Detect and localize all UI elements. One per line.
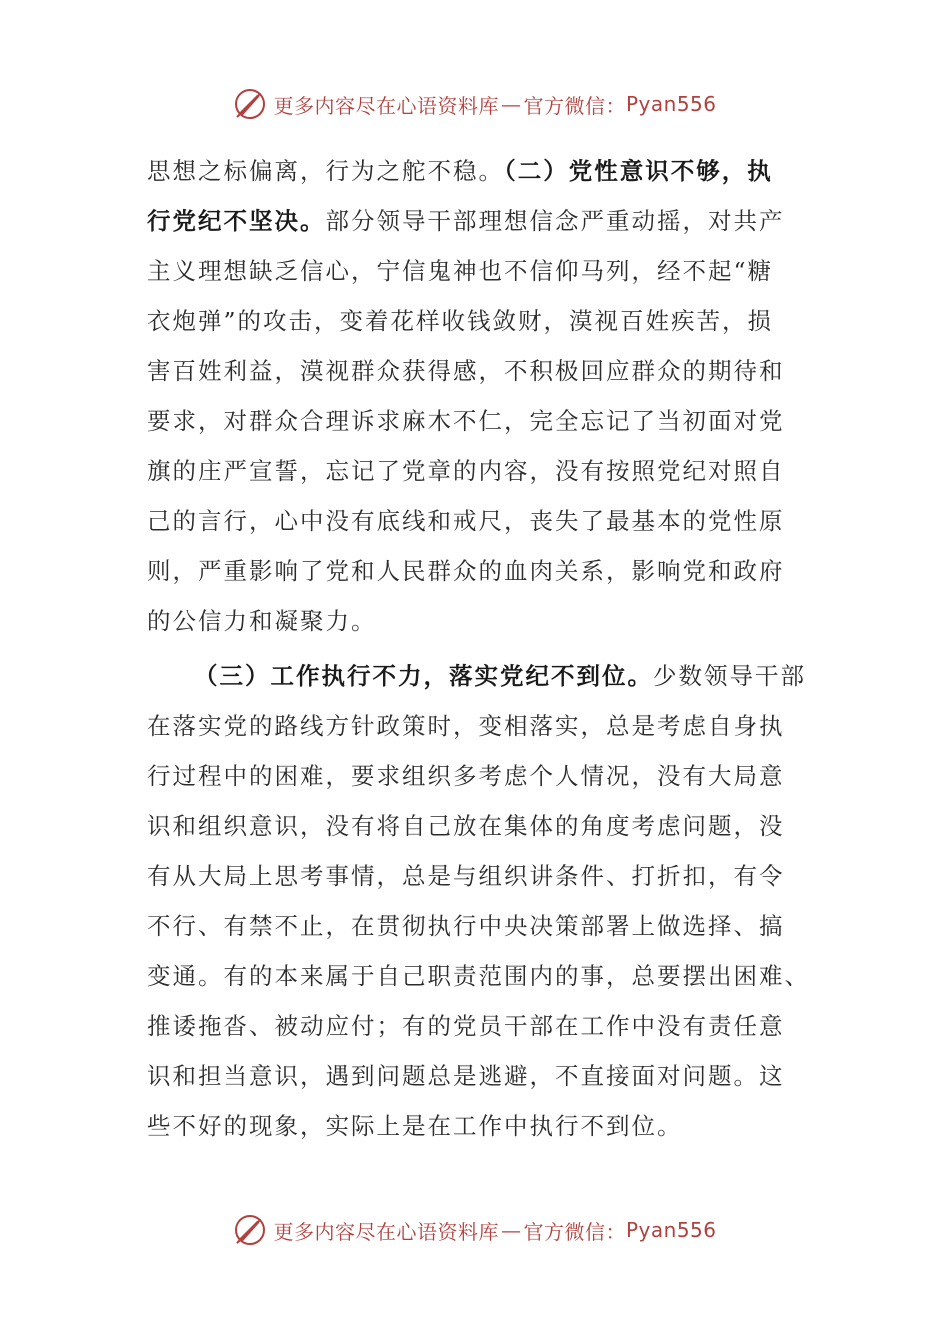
body-text: 要求，对群众合理诉求麻木不仁，完全忘记了当初面对党 bbox=[147, 407, 785, 435]
text-line bbox=[147, 196, 797, 246]
body-text: 些不好的现象，实际上是在工作中执行不到位。 bbox=[147, 1112, 683, 1140]
paragraph-1 bbox=[147, 146, 797, 646]
text-line bbox=[147, 1101, 797, 1151]
paragraph-2 bbox=[147, 651, 810, 1151]
body-text: 识和组织意识，没有将自己放在集体的角度考虑问题，没 bbox=[147, 812, 785, 840]
text-line bbox=[147, 651, 806, 701]
body-text: 不行、有禁不止，在贯彻执行中央决策部署上做选择、搞 bbox=[147, 912, 785, 940]
text-line bbox=[147, 701, 797, 751]
bold-heading-text: （二）党性意识不够，执 bbox=[504, 157, 773, 185]
body-text: 少数领导干部 bbox=[653, 662, 806, 690]
watermark-label: 官方微信： bbox=[523, 1219, 626, 1244]
header-watermark bbox=[0, 84, 950, 124]
watermark-dash: — bbox=[500, 1218, 522, 1242]
body-text: 己的言行，心中没有底线和戒尺，丧失了最基本的党性原 bbox=[147, 507, 785, 535]
text-line bbox=[147, 146, 797, 196]
body-text: 思想之标偏离，行为之舵不稳。 bbox=[147, 157, 504, 185]
watermark-id: Pyan556 bbox=[625, 1218, 717, 1242]
body-text: 衣炮弹”的攻击，变着花样收钱敛财，漠视百姓疾苦，损 bbox=[147, 307, 774, 335]
footer-watermark bbox=[0, 1210, 950, 1250]
bold-heading-text: 行党纪不坚决。 bbox=[147, 207, 326, 235]
body-text: 有从大局上思考事情，总是与组织讲条件、打折扣，有令 bbox=[147, 862, 785, 890]
body-text: 害百姓利益，漠视群众获得感，不积极回应群众的期待和 bbox=[147, 357, 785, 385]
text-line bbox=[147, 396, 797, 446]
text-line bbox=[147, 1001, 797, 1051]
watermark-dash: — bbox=[500, 92, 522, 116]
watermark-id: Pyan556 bbox=[625, 92, 717, 116]
body-text: 的公信力和凝聚力。 bbox=[147, 607, 377, 635]
body-text: 部分领导干部理想信念严重动摇，对共产 bbox=[325, 207, 785, 235]
body-text: 旗的庄严宣誓，忘记了党章的内容，没有按照党纪对照自 bbox=[147, 457, 785, 485]
text-line bbox=[147, 446, 797, 496]
body-text: 变通。有的本来属于自己职责范围内的事，总要摆出困难、 bbox=[147, 962, 810, 990]
text-line bbox=[147, 801, 797, 851]
body-text: 行过程中的困难，要求组织多考虑个人情况，没有大局意 bbox=[147, 762, 785, 790]
watermark-brand: 更多内容尽在心语资料库 bbox=[273, 93, 499, 118]
text-line bbox=[147, 751, 797, 801]
body-text: 推诿拖沓、被动应付；有的党员干部在工作中没有责任意 bbox=[147, 1012, 785, 1040]
text-line bbox=[147, 346, 797, 396]
text-line bbox=[147, 1051, 797, 1101]
body-text: 则，严重影响了党和人民群众的血肉关系，影响党和政府 bbox=[147, 557, 785, 585]
text-line bbox=[147, 901, 797, 951]
text-line bbox=[147, 596, 797, 646]
quill-logo-icon bbox=[233, 87, 267, 121]
text-line bbox=[147, 951, 810, 1001]
text-line bbox=[147, 246, 797, 296]
watermark-label: 官方微信： bbox=[523, 93, 626, 118]
body-text: 在落实党的路线方针政策时，变相落实，总是考虑自身执 bbox=[147, 712, 785, 740]
text-line bbox=[147, 851, 797, 901]
text-line bbox=[147, 496, 797, 546]
watermark-brand: 更多内容尽在心语资料库 bbox=[273, 1219, 499, 1244]
body-text: 主义理想缺乏信心，宁信鬼神也不信仰马列，经不起“糖 bbox=[147, 257, 774, 285]
bold-heading-text: （三）工作执行不力，落实党纪不到位。 bbox=[194, 662, 653, 690]
quill-logo-icon bbox=[233, 1213, 267, 1247]
text-line bbox=[147, 296, 797, 346]
body-text: 识和担当意识，遇到问题总是逃避，不直接面对问题。这 bbox=[147, 1062, 785, 1090]
text-line bbox=[147, 546, 797, 596]
